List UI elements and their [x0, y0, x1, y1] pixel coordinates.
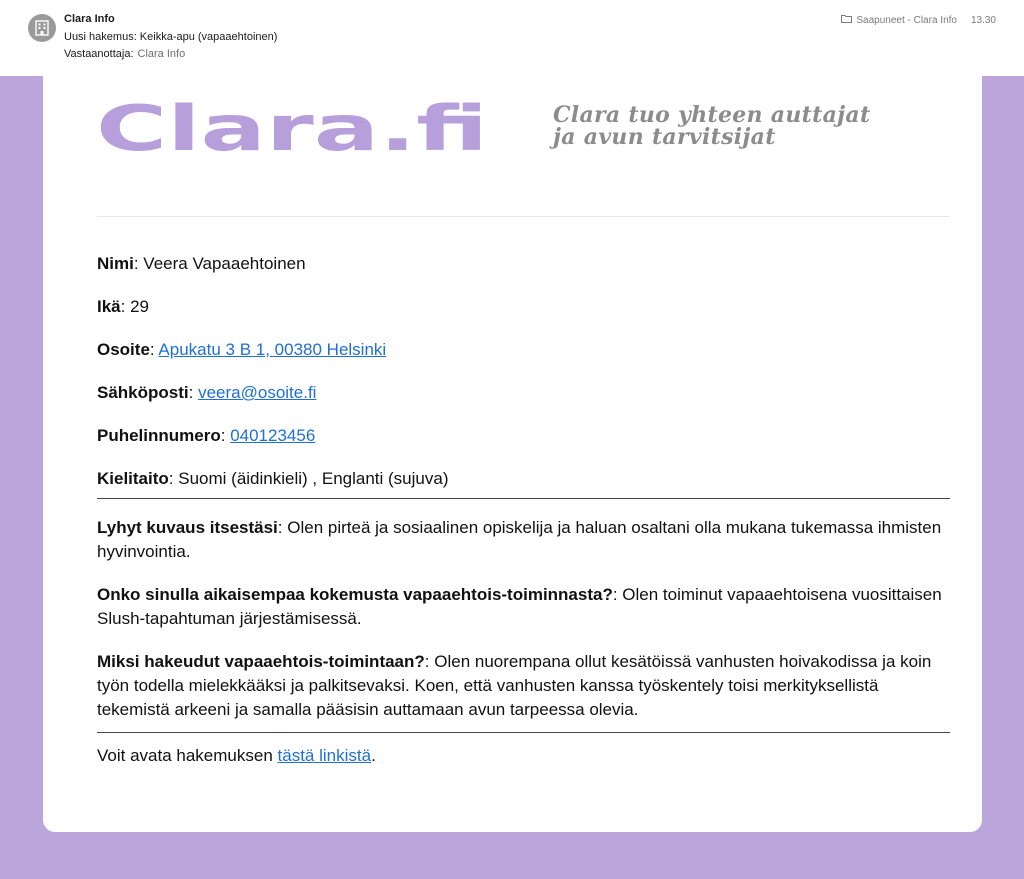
folder-label[interactable]: Saapuneet - Clara Info — [856, 14, 957, 26]
tagline-line-1: Clara tuo yhteen auttajat — [553, 102, 871, 128]
field-age-value: 29 — [130, 297, 150, 316]
email-subject: Uusi hakemus: Keikka-apu (vapaaehtoinen) — [64, 31, 278, 43]
phone-link[interactable]: 040123456 — [230, 426, 316, 445]
building-icon — [35, 20, 49, 36]
recipient-line — [64, 48, 185, 60]
question-experience: Onko sinulla aikaisempaa kokemusta vapaaehtois-toiminnasta?: Olen toiminut vapaaehtoisena vuosittaisen Slush-tapahtuman järjestämisessä. — [97, 585, 942, 628]
mail-meta — [841, 14, 996, 26]
field-languages-value: Suomi (äidinkieli) , Englanti (sujuva) — [178, 469, 449, 488]
field-languages: Kielitaito: Suomi (äidinkieli) , Englanti (sujuva) — [97, 469, 449, 488]
field-name-label: Nimi — [97, 254, 134, 273]
question-label: Miksi hakeudut vapaaehtois-toimintaan? — [97, 652, 425, 671]
field-address-label: Osoite — [97, 340, 150, 359]
question-motivation: Miksi hakeudut vapaaehtois-toimintaan?: Olen nuorempana ollut kesätöissä vanhusten hoivakodissa ja koin työn todella mielekkääksi ja palkitsevaksi. Koen, että vanhusten kanssa työskentely toisi merkityksellistä tekemistä arkeeni ja samalla pääsisin auttamaan avun tarpeessa olevia. — [97, 652, 932, 719]
field-languages-label: Kielitaito — [97, 469, 169, 488]
sender-avatar[interactable] — [28, 14, 56, 42]
email-canvas — [0, 76, 1024, 879]
field-address: Osoite: Apukatu 3 B 1, 00380 Helsinki — [97, 340, 387, 359]
recipient-label: Vastaanottaja: — [64, 48, 134, 60]
organization-link[interactable]: HelpingApp ry — [471, 773, 553, 788]
questions-block — [97, 499, 950, 722]
question-answer: Olen pirteä ja sosiaalinen opiskelija ja haluan osaltani olla mukana tukemassa ihmisten hyvinvointia. — [97, 518, 942, 561]
field-name: Nimi: Veera Vapaaehtoinen — [97, 254, 306, 273]
header-divider — [97, 216, 950, 217]
field-email: Sähköposti: veera@osoite.fi — [97, 383, 317, 402]
email-card — [43, 76, 982, 832]
tagline-line-2: ja avun tarvitsijat — [553, 124, 776, 150]
field-phone-label: Puhelinnumero — [97, 426, 221, 445]
open-application-line — [97, 744, 950, 768]
received-time: 13.30 — [970, 14, 996, 26]
mail-header — [0, 0, 1024, 76]
recipient-value[interactable]: Clara Info — [137, 48, 186, 60]
open-application-end: . — [371, 746, 376, 765]
question-answer: Olen toiminut vapaaehtoisena vuosittaisen Slush-tapahtuman järjestämisessä. — [97, 585, 942, 628]
footer-divider — [97, 732, 950, 733]
field-age: Ikä: 29 — [97, 297, 150, 316]
open-application-link[interactable]: tästä linkistä — [277, 746, 372, 765]
field-name-value: Veera Vapaaehtoinen — [143, 254, 306, 273]
folder-icon — [841, 14, 852, 26]
field-age-label: Ikä — [97, 297, 121, 316]
open-application-text: Voit avata hakemuksen — [97, 746, 273, 765]
logo-text: Clara.fi — [96, 94, 488, 162]
question-description: Lyhyt kuvaus itsestäsi: Olen pirteä ja sosiaalinen opiskelija ja haluan osaltani olla mukana tukemassa ihmisten hyvinvointia. — [97, 518, 942, 561]
question-answer: Olen nuorempana ollut kesätöissä vanhusten hoivakodissa ja koin työn todella mielekkääksi ja palkitsevaksi. Koen, että vanhusten kanssa työskentely toisi merkityksellistä tekemistä arkeeni ja samalla pääsisin auttamaan avun tarpeessa olevia. — [97, 652, 932, 719]
question-label: Onko sinulla aikaisempaa kokemusta vapaaehtois-toiminnasta? — [97, 585, 613, 604]
address-link[interactable]: Apukatu 3 B 1, 00380 Helsinki — [158, 340, 387, 359]
question-label: Lyhyt kuvaus itsestäsi — [97, 518, 278, 537]
tagline — [553, 104, 973, 148]
field-phone: Puhelinnumero: 040123456 — [97, 426, 316, 445]
email-link[interactable]: veera@osoite.fi — [198, 383, 317, 402]
application-content — [97, 252, 950, 768]
field-email-label: Sähköposti — [97, 383, 189, 402]
sender-name[interactable]: Clara Info — [64, 13, 115, 25]
clara-logo — [96, 94, 496, 162]
